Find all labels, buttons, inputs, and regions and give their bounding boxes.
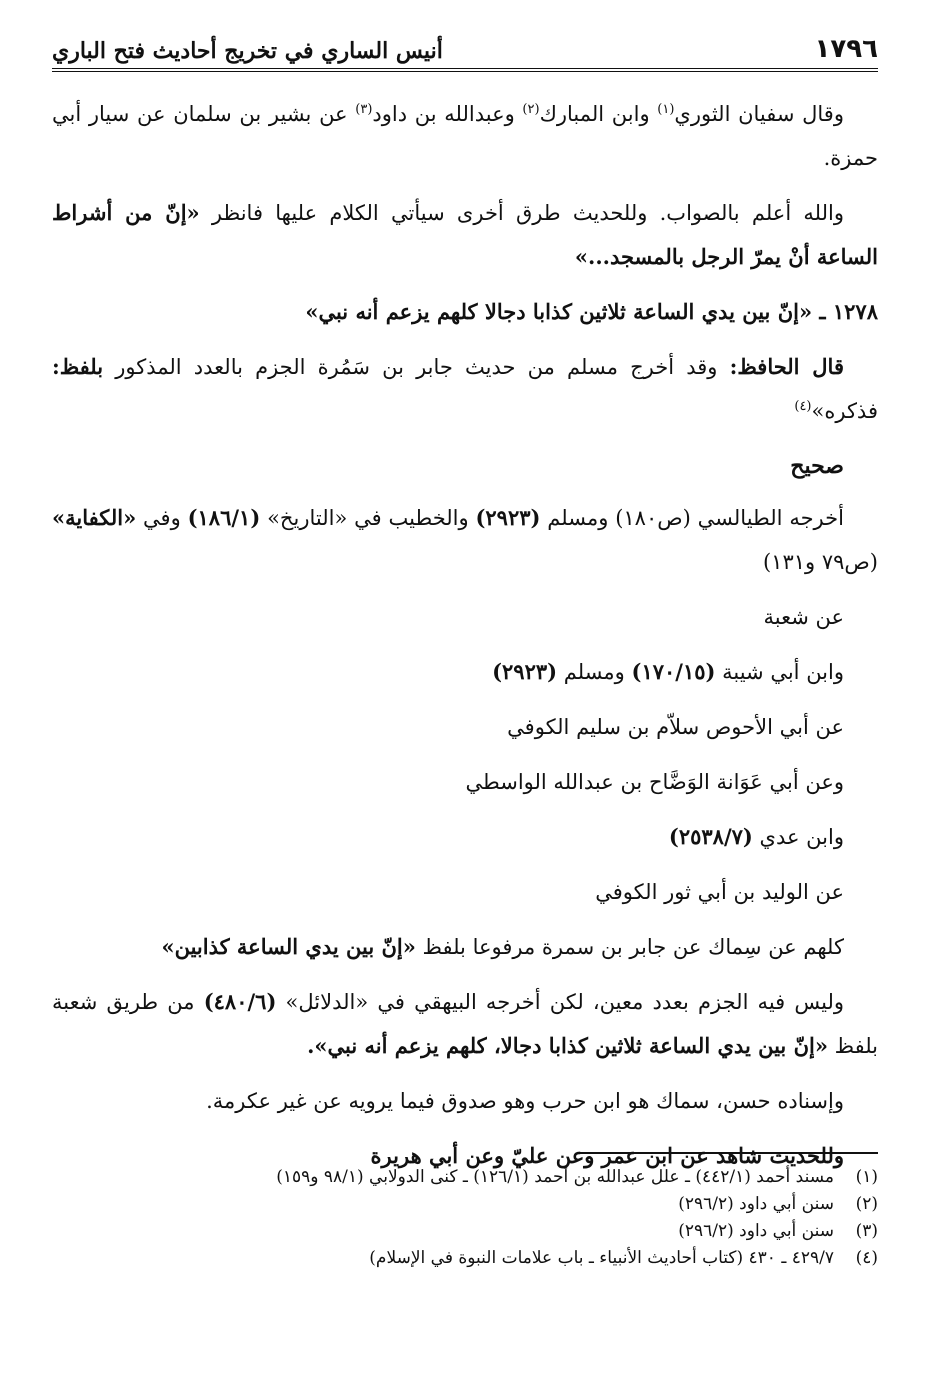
text-run: «إنّ بين يدي الساعة ثلاثين كذابا دجالا، كلهم يزعم أنه نبي». <box>307 1033 828 1058</box>
chain-line-4: وعن أبي عَوَانة الوَضَّاح بن عبدالله الواسطي <box>465 770 844 794</box>
chain-line-3: عن أبي الأحوص سلاّم بن سليم الكوفي <box>507 715 844 739</box>
footnote-number: (١) <box>855 1167 878 1187</box>
footnote-number: (٢) <box>855 1194 878 1214</box>
footnote-separator <box>578 1152 878 1154</box>
footnote-number: (٣) <box>855 1221 878 1241</box>
text-run: بلفظ: <box>52 354 104 379</box>
text-run: وابن عدي <box>752 825 844 849</box>
hadith-heading <box>52 290 878 334</box>
text-run: وابن المبارك <box>539 102 658 126</box>
hadith-number: ١٢٧٨ ـ <box>812 299 878 324</box>
text-run: وعبدالله بن داود <box>372 102 523 126</box>
text-run: «الكفاية» <box>52 505 137 530</box>
paragraph-cross-reference <box>52 191 878 279</box>
text-run: والخطيب في «التاريخ» <box>260 506 476 530</box>
text-run: (ص٧٩ و١٣١) <box>762 550 878 574</box>
text-run: أخرجه الطيالسي (ص١٨٠) ومسلم <box>540 506 844 530</box>
text-run: (٢٥٣٨/٧) <box>668 824 753 849</box>
chain-line-1: عن شعبة <box>763 605 844 629</box>
text-run: «إنّ بين يدي الساعة كذابين» <box>161 934 416 959</box>
text-run: وابن أبي شيبة <box>715 660 844 684</box>
running-title: أنيس الساري في تخريج أحاديث فتح الباري <box>52 38 443 64</box>
hadith-text: «إنّ بين يدي الساعة ثلاثين كذابا دجالا كلهم يزعم أنه نبي» <box>305 299 813 324</box>
page-header <box>52 30 878 72</box>
footnote-ref-4[interactable]: (٤) <box>794 399 812 414</box>
text-run: والله أعلم بالصواب. وللحديث طرق أخرى سيأتي الكلام عليها فانظر <box>199 201 844 225</box>
page-number: ١٧٩٦ <box>814 34 878 64</box>
footnote-text: ٤٢٩/٧ ـ ٤٣٠ (كتاب أحاديث الأنبياء ـ باب علامات النبوة في الإسلام) <box>369 1248 834 1268</box>
footnote-text: سنن أبي داود (٢٩٦/٢) <box>678 1194 834 1214</box>
grade-heading: صحيح <box>790 453 844 479</box>
text-run: عن بشير بن سلمان عن سيار أبي حمزة. <box>52 102 878 170</box>
text-run: ومسلم <box>557 660 632 684</box>
referenced-hadith: «إنّ من أشراط الساعة أنْ يمرّ الرجل بالمسجد...» <box>52 200 878 269</box>
chain-line-5 <box>52 815 878 859</box>
text-run: (١٨٦/١) <box>187 505 261 530</box>
text-run: وقال سفيان الثوري <box>674 102 844 126</box>
footnote-1 <box>52 1164 878 1191</box>
paragraph-isnad-grade: وإسناده حسن، سماك هو ابن حرب وهو صدوق فيما يرويه عن غير عكرمة. <box>206 1089 844 1113</box>
footnote-ref-3[interactable]: (٣) <box>355 102 373 117</box>
paragraph-bayhaqi <box>52 980 878 1068</box>
footnote-text: مسند أحمد (٤٤٢/١) ـ علل عبدالله بن أحمد (١٢٦/١) ـ كنى الدولابي (٩٨/١ و١٥٩) <box>276 1167 834 1187</box>
paragraph-takhrij <box>52 496 878 584</box>
page-body <box>52 92 878 1189</box>
paragraph-narrators <box>52 92 878 180</box>
chain-line-6: عن الوليد بن أبي ثور الكوفي <box>595 880 844 904</box>
text-run: وليس فيه الجزم بعدد معين، لكن أخرجه البيهقي في «الدلائل» <box>276 990 844 1014</box>
text-run: وقد أخرج مسلم من حديث جابر بن سَمُرة الجزم بالعدد المذكور <box>103 355 730 379</box>
paragraph-hafiz-comment <box>52 345 878 433</box>
text-run: (١٧٠/١٥) <box>631 659 716 684</box>
paragraph-witnesses: وللحديث شاهد عن ابن عمر وعن عليّ وعن أبي هريرة <box>370 1143 844 1168</box>
chain-line-2 <box>52 650 878 694</box>
chain-line-7 <box>52 925 878 969</box>
footnote-ref-2[interactable]: (٢) <box>522 102 540 117</box>
text-run: فذكره» <box>811 399 878 423</box>
footnote-3 <box>52 1218 878 1245</box>
footnote-ref-1[interactable]: (١) <box>657 102 675 117</box>
text-run: كلهم عن سِماك عن جابر بن سمرة مرفوعا بلفظ <box>415 935 844 959</box>
text-run: وفي <box>136 506 188 530</box>
hafiz-label: قال الحافظ: <box>729 354 844 379</box>
text-run: من طريق شعبة بلفظ <box>52 990 878 1058</box>
footnote-number: (٤) <box>855 1248 878 1268</box>
text-run: (٢٩٢٣) <box>492 659 558 684</box>
footnote-2 <box>52 1191 878 1218</box>
text-run: (٤٨٠/٦) <box>203 989 277 1014</box>
footnotes <box>52 1164 878 1272</box>
footnote-4 <box>52 1245 878 1272</box>
footnote-text: سنن أبي داود (٢٩٦/٢) <box>678 1221 834 1241</box>
text-run: (٢٩٢٣) <box>475 505 541 530</box>
